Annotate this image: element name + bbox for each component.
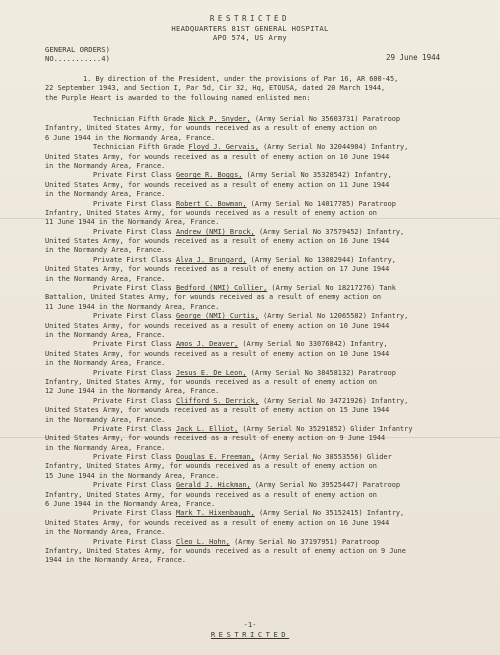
entry-line: [45, 509, 490, 518]
award-entry: [45, 171, 490, 199]
entry-line: 11 June 1944 in the Normandy Area, France.: [45, 302, 220, 311]
entry-line: [45, 228, 490, 237]
soldier-name: Cleo L. Hohn,: [175, 537, 230, 546]
soldier-rank: Private First Class: [93, 284, 172, 293]
entry-line: United States Army, for wounds received as a result of enemy action on 15 June 1944: [45, 406, 390, 415]
entry-line: United States Army, for wounds received as a result of enemy action on 17 June 1944: [45, 265, 390, 274]
order-date: 29 June 1944: [386, 53, 441, 62]
award-list: [45, 115, 490, 566]
award-entry: [45, 425, 490, 453]
page-number: -1-: [243, 620, 257, 629]
entry-line: [45, 284, 490, 293]
entry-line: in the Normandy Area, France.: [45, 161, 166, 170]
entry-line: [45, 538, 490, 547]
entry-line: [45, 115, 490, 124]
soldier-name: Amos J. Deaver,: [175, 340, 239, 349]
soldier-serial: (Army Serial No 13002944) Infantry,: [250, 255, 396, 264]
soldier-serial: (Army Serial No 14017785) Paratroop: [250, 199, 396, 208]
award-entry: [45, 369, 490, 397]
soldier-name: George R. Boggs,: [175, 171, 243, 180]
soldier-rank: Private First Class: [93, 396, 172, 405]
entry-line: Infantry, United States Army, for wounds received as a result of enemy action on: [45, 490, 377, 499]
award-entry: [45, 538, 490, 566]
entry-line: Infantry, United States Army, for wounds received as a result of enemy action on: [45, 208, 377, 217]
soldier-serial: (Army Serial No 35291852) Glider Infantry: [242, 424, 413, 433]
soldier-name: Nick P. Snyder,: [188, 115, 251, 123]
soldier-rank: Private First Class: [93, 368, 172, 377]
soldier-name: George (NMI) Curtis,: [175, 312, 259, 321]
entry-line: Infantry, United States Army, for wounds received as a result of enemy action on: [45, 462, 377, 471]
soldier-rank: Private First Class: [93, 171, 172, 180]
general-orders-number: NO...........4): [45, 54, 110, 63]
soldier-serial: (Army Serial No 12065582) Infantry,: [263, 312, 409, 321]
soldier-name: Bedford (NMI) Collier,: [175, 284, 268, 293]
entry-line: [45, 143, 490, 152]
soldier-serial: (Army Serial No 35152415) Infantry,: [258, 509, 405, 518]
award-entry: [45, 228, 490, 256]
soldier-serial: (Army Serial No 39525447) Paratroop: [254, 481, 401, 490]
soldier-serial: (Army Serial No 35603731) Paratroop: [254, 115, 401, 123]
soldier-serial: (Army Serial No 37197951) Paratroop: [234, 537, 380, 546]
entry-line: in the Normandy Area, France.: [45, 330, 166, 339]
award-entry: [45, 312, 490, 340]
soldier-rank: Private First Class: [93, 424, 172, 433]
intro-line: 1. By direction of the President, under the provisions of Par 16, AR 600-45,: [83, 75, 399, 83]
entry-line: Infantry, United States Army, for wounds received as a result of enemy action on: [45, 124, 377, 133]
entry-line: in the Normandy Area, France.: [45, 246, 166, 255]
entry-line: in the Normandy Area, France.: [45, 359, 166, 368]
entry-line: [45, 200, 490, 209]
intro-line: the Purple Heart is awarded to the following named enlisted men:: [45, 93, 311, 102]
award-entry: [45, 143, 490, 171]
soldier-serial: (Army Serial No 32044904) Infantry,: [263, 143, 409, 152]
soldier-name: Jesus E. De Leon,: [175, 368, 247, 377]
soldier-rank: Private First Class: [93, 481, 172, 490]
entry-line: United States Army, for wounds received as a result of enemy action on 16 June 1944: [45, 237, 390, 246]
entry-line: 6 June 1944 in the Normandy Area, France.: [45, 500, 216, 509]
soldier-name: Alva J. Brungard,: [175, 255, 247, 264]
soldier-name: Gerald J. Hickman,: [175, 481, 251, 490]
entry-line: in the Normandy Area, France.: [45, 443, 166, 452]
soldier-rank: Private First Class: [93, 312, 172, 321]
entry-line: Infantry, United States Army, for wounds received as a result of enemy action on 9 June: [45, 546, 406, 555]
award-entry: [45, 256, 490, 284]
entry-line: in the Normandy Area, France.: [45, 190, 166, 199]
soldier-name: Jack L. Elliot,: [175, 424, 239, 433]
award-entry: [45, 115, 490, 143]
header-unit: HEADQUARTERS 81ST GENERAL HOSPITAL: [171, 24, 329, 33]
footer-classification: RESTRICTED: [210, 630, 290, 639]
entry-line: [45, 340, 490, 349]
entry-line: 11 June 1944 in the Normandy Area, France.: [45, 218, 220, 227]
entry-line: United States Army, for wounds received as a result of enemy action on 9 June 1944: [45, 434, 386, 443]
award-entry: [45, 509, 490, 537]
award-entry: [45, 340, 490, 368]
entry-line: [45, 312, 490, 321]
entry-line: [45, 425, 490, 434]
award-entry: [45, 284, 490, 312]
soldier-name: Mark T. Hixenbaugh,: [175, 509, 255, 518]
entry-line: 6 June 1944 in the Normandy Area, France.: [45, 133, 216, 142]
entry-line: [45, 256, 490, 265]
soldier-serial: (Army Serial No 38458132) Paratroop: [250, 368, 396, 377]
entry-line: [45, 397, 490, 406]
soldier-serial: (Army Serial No 33076842) Infantry,: [242, 340, 388, 349]
award-entry: [45, 453, 490, 481]
soldier-name: Robert C. Bowman,: [175, 199, 247, 208]
entry-line: in the Normandy Area, France.: [45, 528, 166, 537]
award-entry: [45, 200, 490, 228]
entry-line: Infantry, United States Army, for wounds received as a result of enemy action on: [45, 377, 377, 386]
soldier-rank: Private First Class: [93, 537, 172, 546]
award-entry: [45, 481, 490, 509]
soldier-rank: Private First Class: [93, 227, 172, 236]
soldier-name: Douglas E. Freeman,: [175, 453, 255, 462]
soldier-name: Andrew (NMI) Brock,: [175, 227, 255, 236]
entry-line: [45, 171, 490, 180]
soldier-name: Floyd J. Gervais,: [188, 143, 259, 152]
entry-line: 15 June 1944 in the Normandy Area, France.: [45, 471, 220, 480]
entry-line: [45, 453, 490, 462]
soldier-serial: (Army Serial No 18217276) Tank: [271, 284, 396, 293]
soldier-name: Clifford S. Derrick,: [175, 396, 259, 405]
entry-line: 1944 in the Normandy Area, France.: [45, 556, 187, 565]
soldier-rank: Technician Fifth Grade: [93, 115, 185, 123]
soldier-rank: Private First Class: [93, 509, 172, 518]
header-classification: RESTRICTED: [209, 14, 291, 23]
entry-line: United States Army, for wounds received as a result of enemy action on 11 June 1944: [45, 180, 390, 189]
entry-line: 12 June 1944 in the Normandy Area, France.: [45, 387, 220, 396]
entry-line: [45, 369, 490, 378]
soldier-rank: Private First Class: [93, 453, 172, 462]
soldier-rank: Private First Class: [93, 340, 172, 349]
soldier-rank: Private First Class: [93, 255, 172, 264]
soldier-serial: (Army Serial No 38553556) Glider: [258, 453, 392, 462]
entry-line: Battalion, United States Army, for wounds received as a result of enemy action on: [45, 293, 382, 302]
soldier-rank: Private First Class: [93, 199, 172, 208]
general-orders-label: GENERAL ORDERS): [45, 45, 110, 54]
soldier-serial: (Army Serial No 34721926) Infantry,: [263, 396, 409, 405]
intro-line: 22 September 1943, and Section I, Par 5d, Cir 32, Hq, ETOUSA, dated 20 March 1944,: [45, 84, 386, 93]
entry-line: United States Army, for wounds received as a result of enemy action on 10 June 1944: [45, 321, 390, 330]
entry-line: United States Army, for wounds received as a result of enemy action on 16 June 1944: [45, 518, 390, 527]
soldier-rank: Technician Fifth Grade: [93, 143, 185, 152]
entry-line: United States Army, for wounds received as a result of enemy action on 10 June 1944: [45, 152, 390, 161]
entry-line: in the Normandy Area, France.: [45, 415, 166, 424]
entry-line: [45, 481, 490, 490]
entry-line: United States Army, for wounds received as a result of enemy action on 10 June 1944: [45, 349, 390, 358]
intro-paragraph: [45, 75, 475, 103]
soldier-serial: (Army Serial No 35328542) Infantry,: [246, 171, 392, 180]
soldier-serial: (Army Serial No 37579452) Infantry,: [258, 227, 405, 236]
header-apo: APO 574, US Army: [212, 33, 288, 42]
award-entry: [45, 397, 490, 425]
entry-line: in the Normandy Area, France.: [45, 274, 166, 283]
